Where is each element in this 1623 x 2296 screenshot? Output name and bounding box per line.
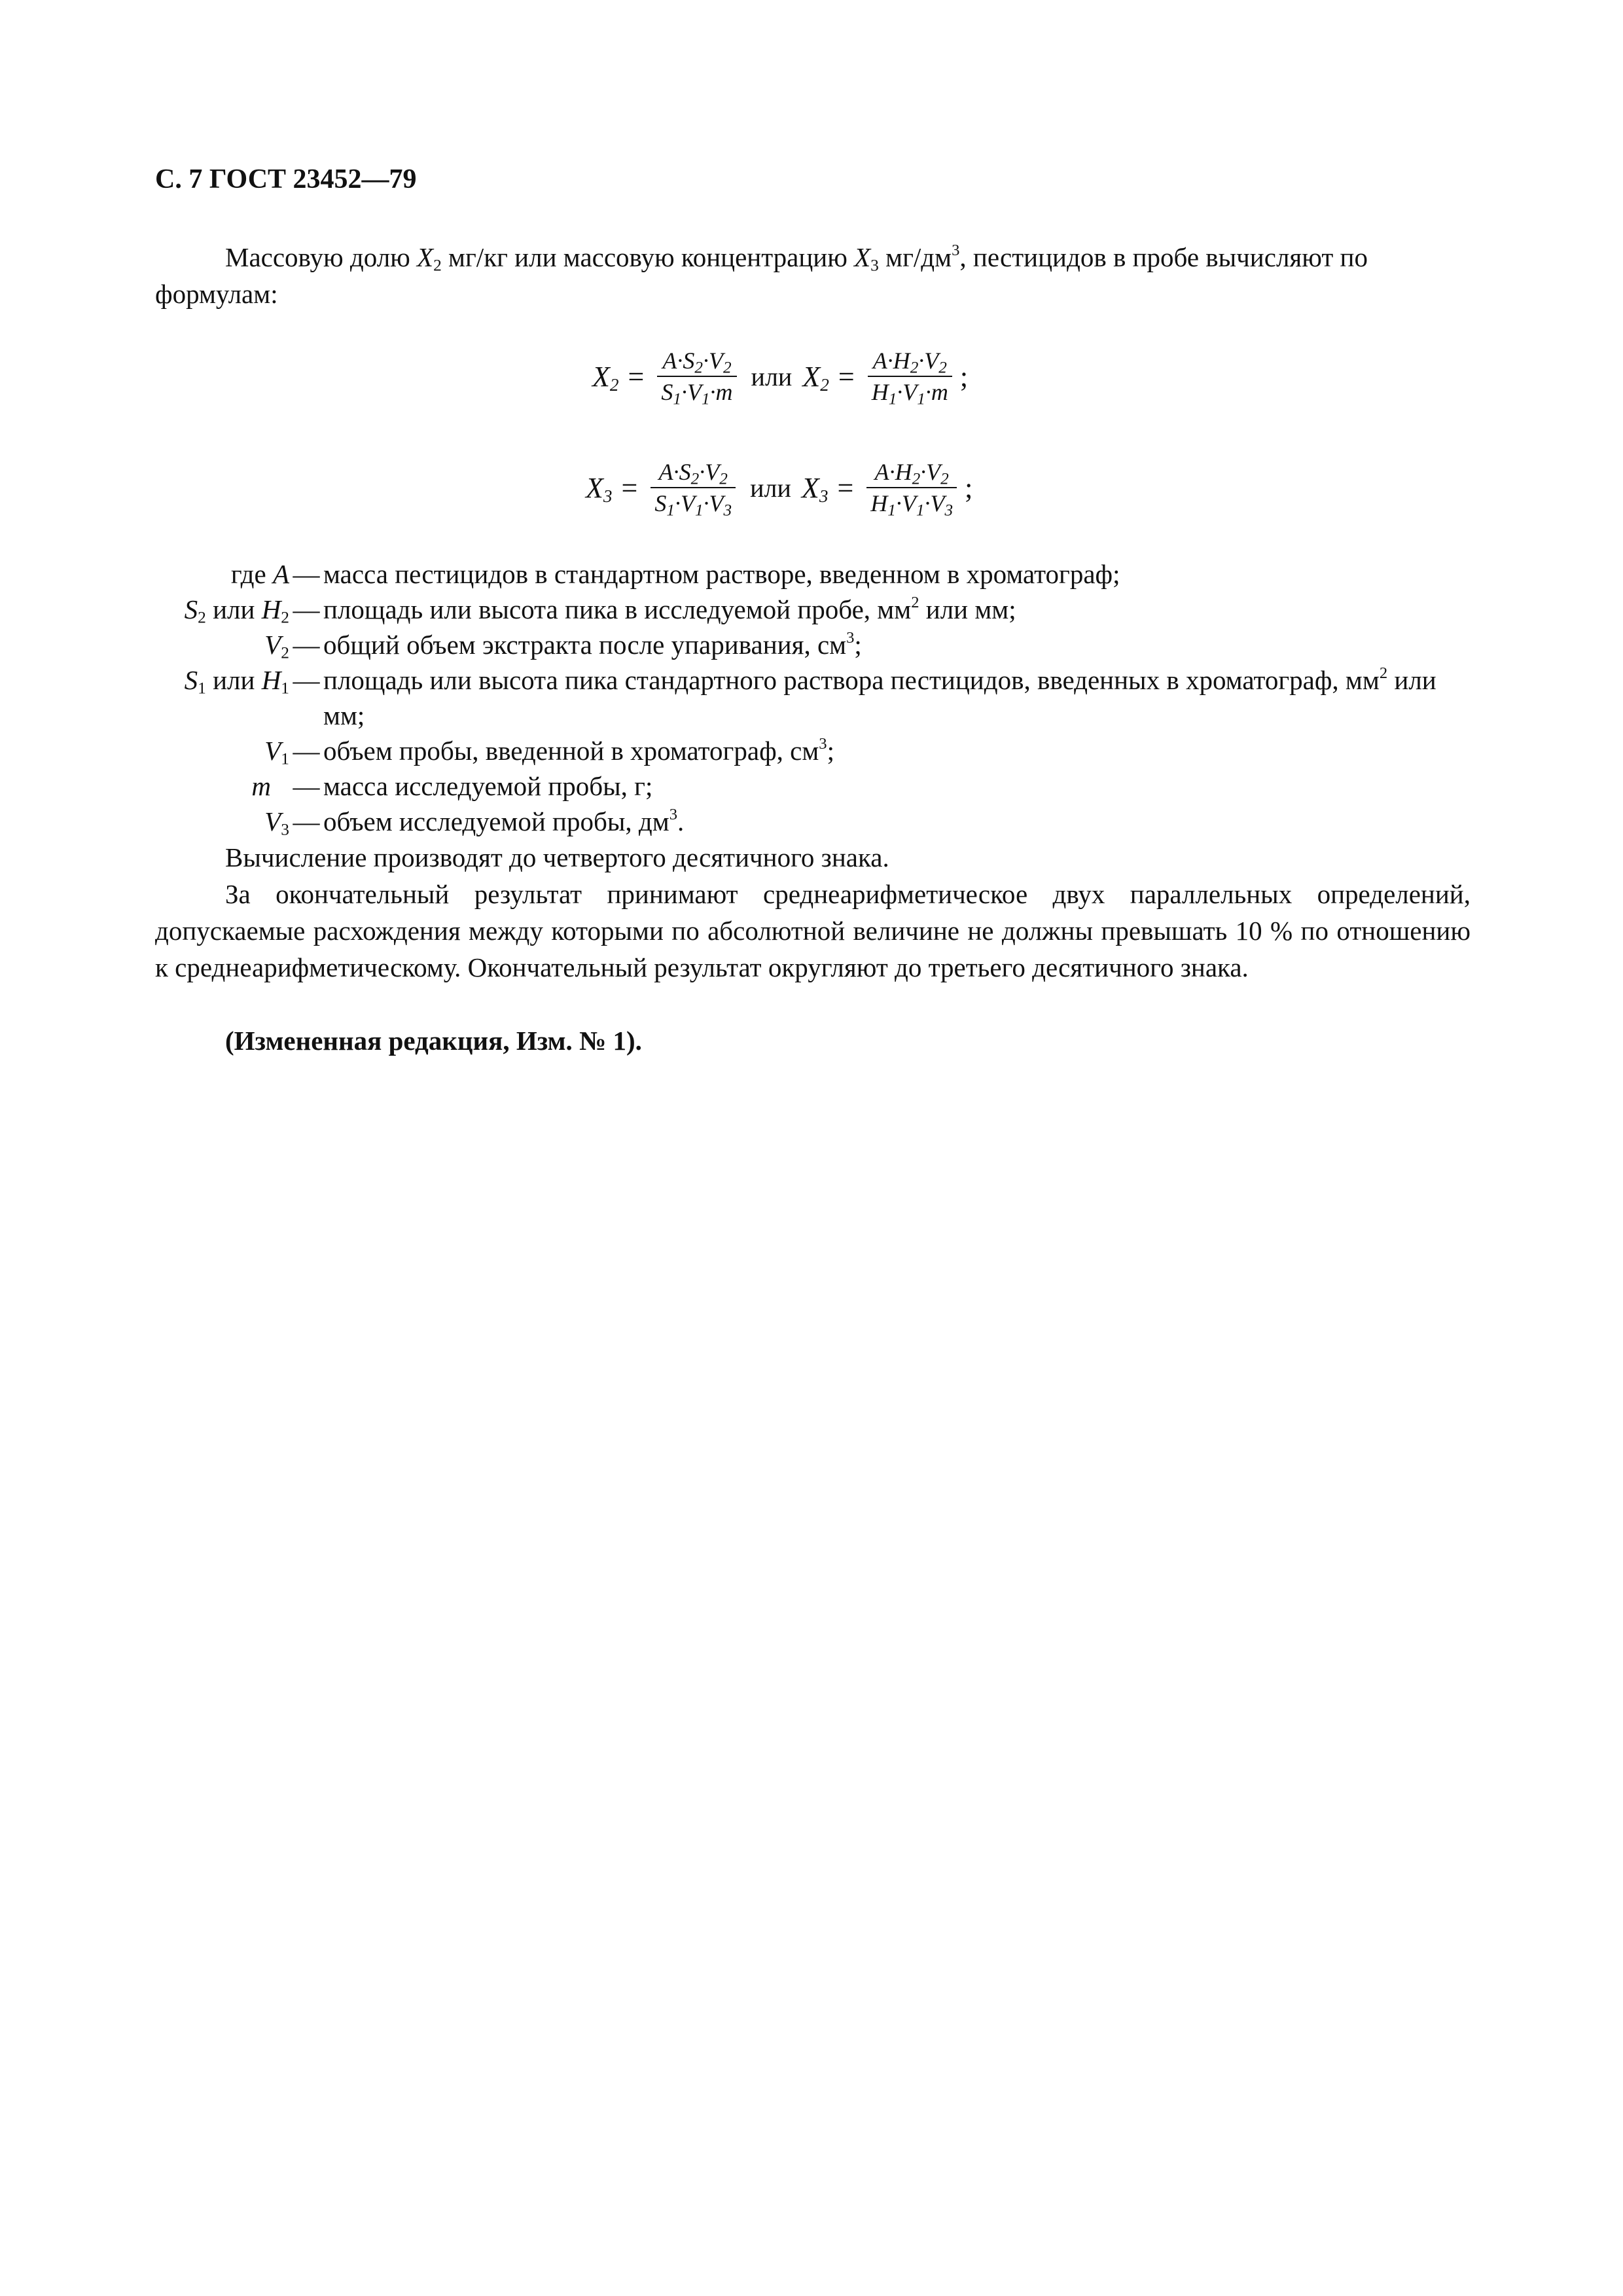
amendment-note: (Измененная редакция, Изм. № 1). xyxy=(225,1026,642,1056)
page-header: С. 7 ГОСТ 23452—79 xyxy=(155,164,417,194)
final-result-paragraph: За окончательный результат принимают среднеарифметическое двух параллельных определений, допускаемые расхождения между которыми по абсолютной величине не должны превышать 10 % по отношению к среднеарифметическому. Окончательный результат округляют до третьего десятичного знака. xyxy=(155,879,1471,982)
legend-row-s1-h1: $S_1$ или $H_1$ — площадь или высота пика стандартного раствора пестицидов, введенных в хроматограф, $мм^2$ или мм; xyxy=(184,664,1436,730)
formula-x2: $X_2$ = $\frac{A\cdot S_2\cdot V_2}{S_1\cdot V_1\cdot m}$ или $X_2$ = $\frac{A\cdot H_2\cdot V_2}{H_1\cdot V_1\cdot m}$ ; xyxy=(592,348,969,408)
legend-row-a: где A — масса пестицидов в стандартном растворе, введенном в хроматограф; xyxy=(230,559,1120,589)
calculation-precision: Вычисление производят до четвертого десятичного знака. xyxy=(225,842,889,872)
fraction-x2-height: $\frac{A\cdot H_2\cdot V_2}{H_1\cdot V_1\cdot m}$ xyxy=(868,347,952,406)
fraction-x3-height: $\frac{A\cdot H_2\cdot V_2}{H_1\cdot V_1\cdot V_3}$ xyxy=(866,458,957,517)
legend-row-v1: $V_1$ — объем пробы, введенной в хроматограф, $см^3$; xyxy=(264,734,834,768)
legend-row-v2: $V_2$ — общий объем экстракта после упаривания, $см^3$; xyxy=(264,628,862,662)
formula-x3: $X_3$ = $\frac{A\cdot S_2\cdot V_2}{S_1\cdot V_1\cdot V_3}$ или $X_3$ = $\frac{A\cdot H_2\cdot V_2}{H_1\cdot V_1\cdot V_3}$ ; xyxy=(586,459,973,520)
legend-row-s2-h2: $S_2$ или $H_2$ — площадь или высота пика в исследуемой пробе, $мм^2$ или мм; xyxy=(184,593,1016,627)
fraction-x2-area: $\frac{A\cdot S_2\cdot V_2}{S_1\cdot V_1\cdot m}$ xyxy=(657,347,736,406)
symbols-legend xyxy=(155,556,1471,839)
intro-paragraph: Массовую долю $X_2$ мг/кг или массовую концентрацию $X_3$ $мг/дм^3$, пестицидов в пробе вычисляют по формулам: xyxy=(155,241,1368,309)
fraction-x3-area: $\frac{A\cdot S_2\cdot V_2}{S_1\cdot V_1\cdot V_3}$ xyxy=(651,458,736,517)
legend-row-v3: $V_3$ — объем исследуемой пробы, $дм^3$. xyxy=(264,805,685,839)
legend-row-m: m — масса исследуемой пробы, г; xyxy=(251,771,653,801)
